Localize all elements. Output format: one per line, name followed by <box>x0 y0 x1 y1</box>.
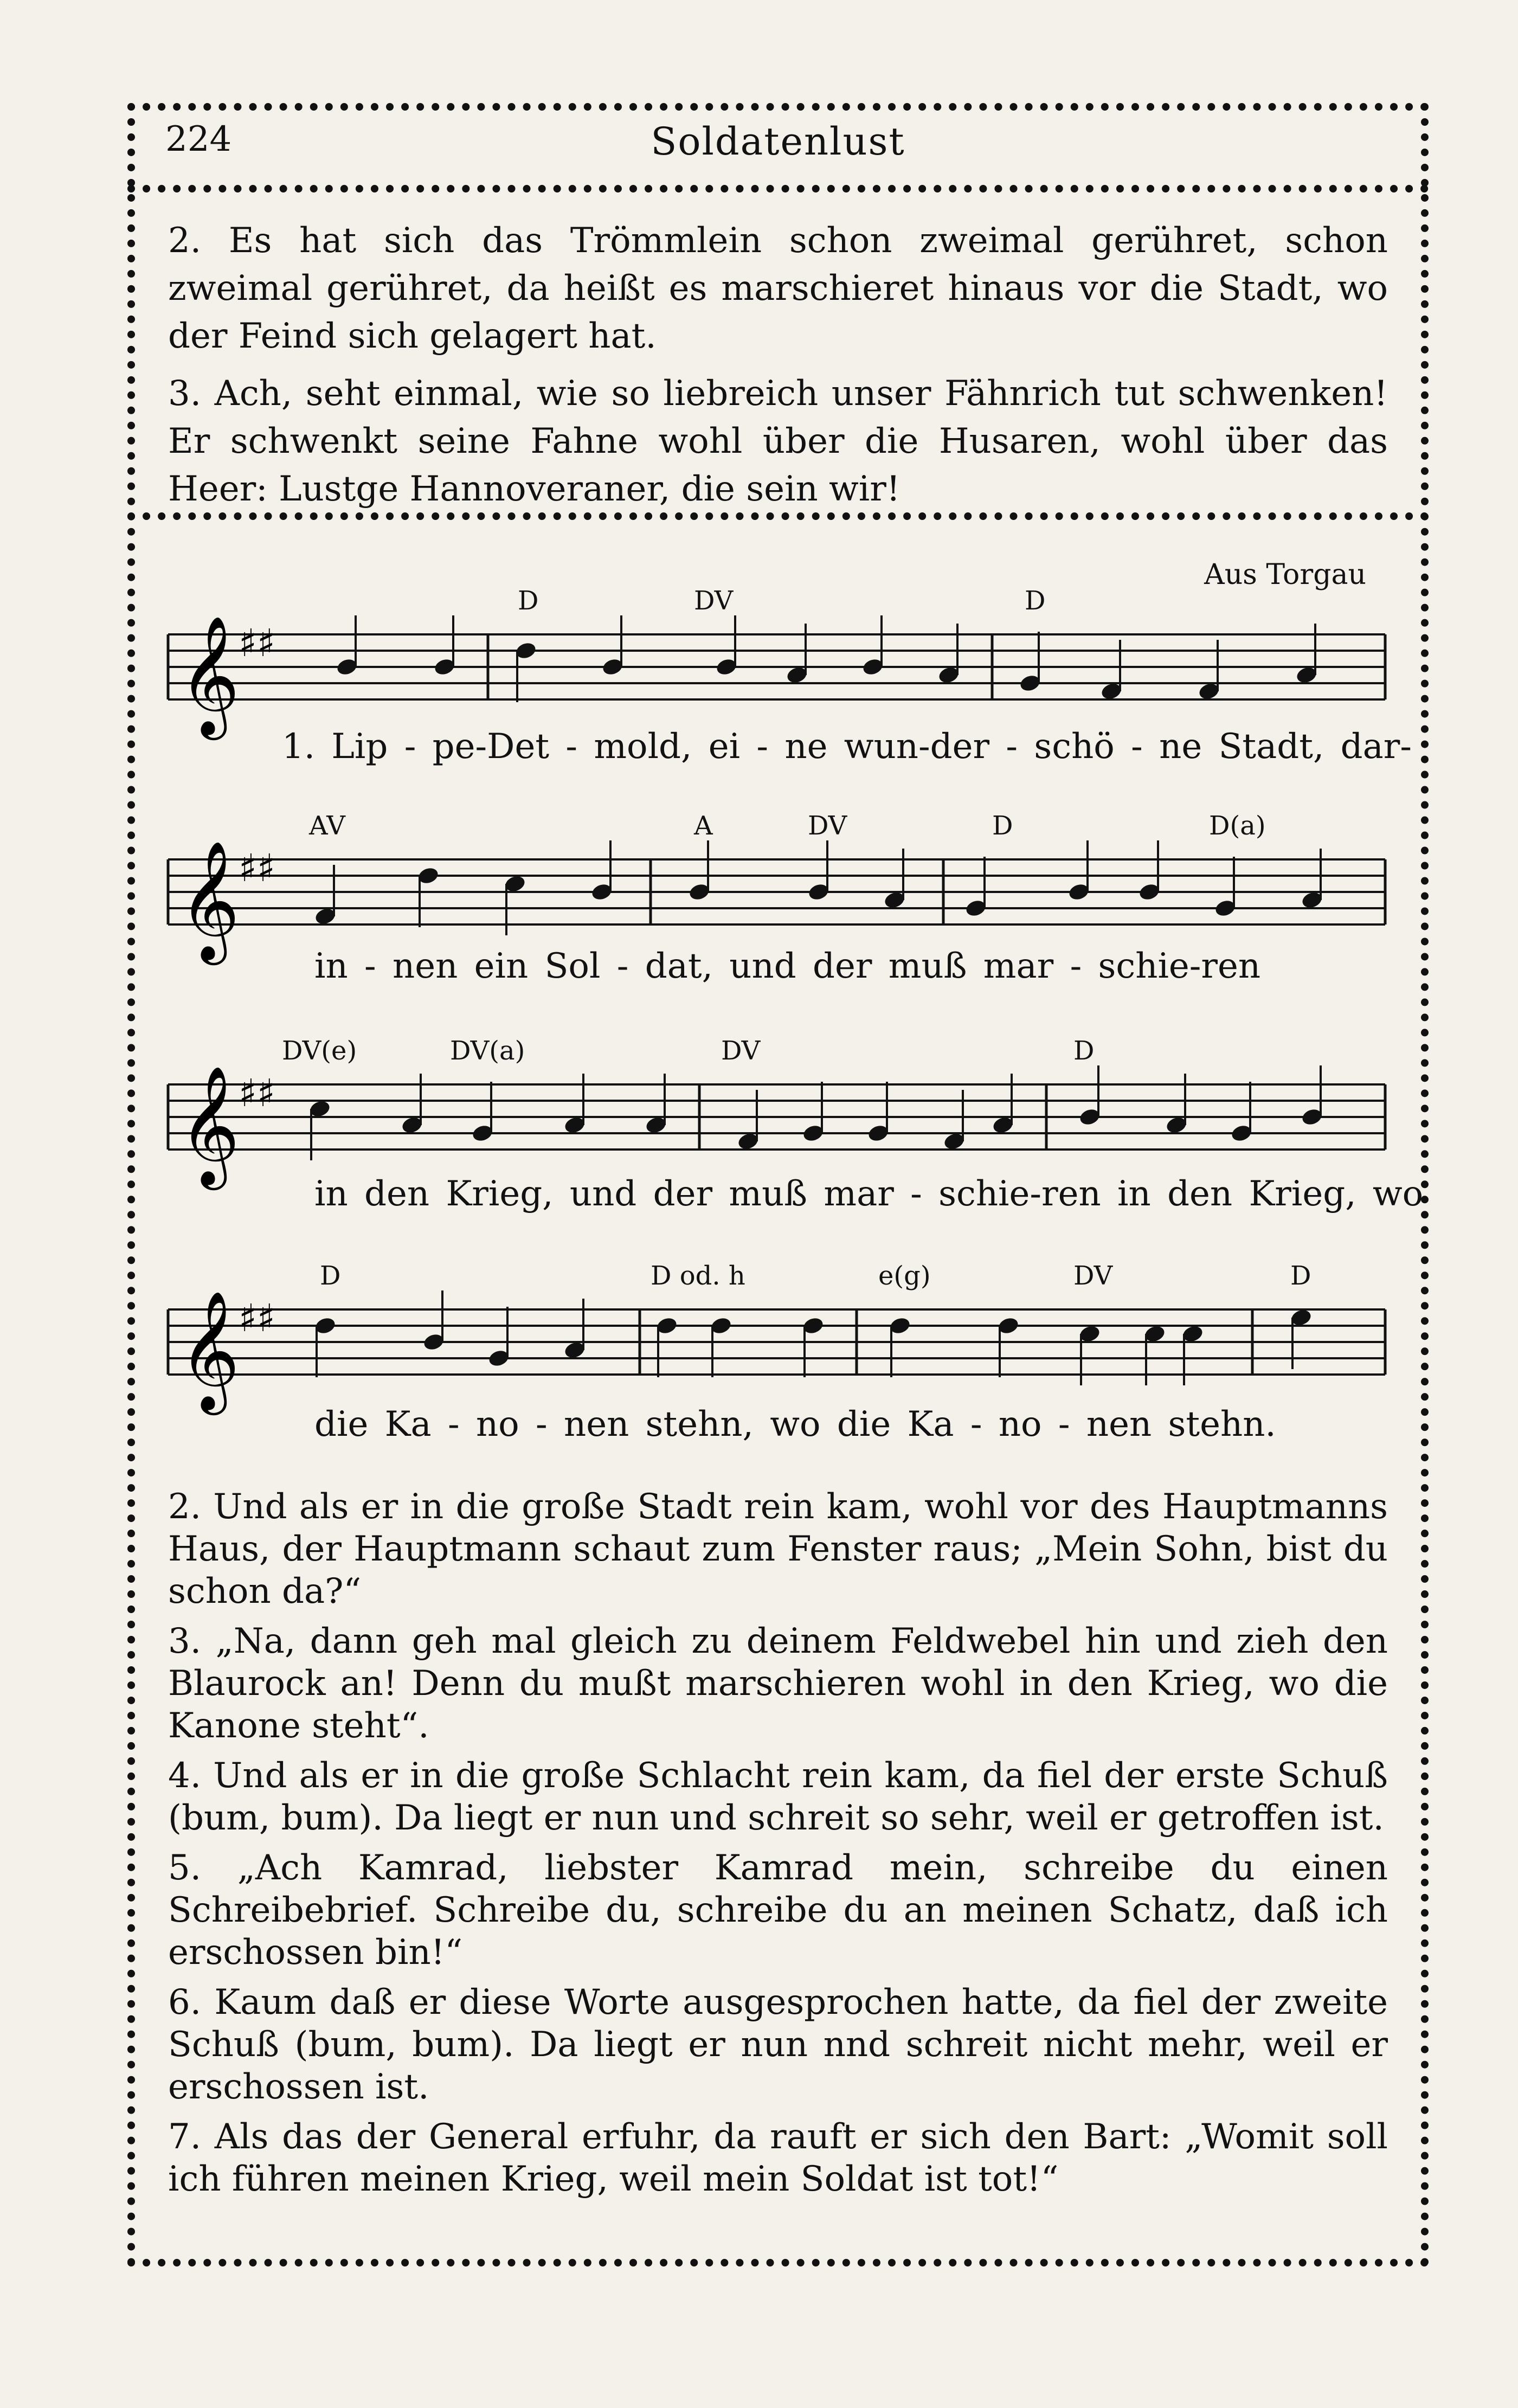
stanza: 3. Ach, seht einmal, wie so liebreich unser Fähnrich tut schwenken! Er schwenkt seine Fahne wohl über die Husaren, wohl über das Heer: Lustge Hannoveraner, die sein wir! <box>168 374 1388 509</box>
stanza: 5. „Ach Kamrad, liebster Kamrad mein, schreibe du einen Schreibebrief. Schreibe du, schreibe du an meinen Schatz, daß ich erschossen bin!“ <box>168 1848 1388 1973</box>
chord-symbol: D <box>1025 586 1046 616</box>
song-source: Aus Torgau <box>1204 558 1366 591</box>
chord-symbol: DV <box>721 1036 761 1066</box>
stanza: 6. Kaum daß er diese Worte ausgesprochen hatte, da fiel der zweite Schuß (bum, bum). Da liegt er nun nnd schreit nicht mehr, weil er erschossen ist. <box>168 1982 1388 2107</box>
treble-clef-icon: 𝄞 <box>179 1290 240 1410</box>
lyric-line: 1. Lip - pe-Det - mold, ei - ne wun-der - schö - ne Stadt, dar- <box>282 727 1412 767</box>
lyric-line: die Ka - no - nen stehn, wo die Ka - no - nen stehn. <box>314 1404 1276 1444</box>
treble-clef-icon: 𝄞 <box>179 615 240 735</box>
chord-symbol: DV <box>694 586 734 616</box>
system-4 <box>168 1290 1385 1415</box>
chord-symbol: A <box>694 811 713 841</box>
lyric-line: in - nen ein Sol - dat, und der muß mar - schie-ren <box>314 946 1261 986</box>
key-signature-icon: ♯♯ <box>239 1296 275 1340</box>
system-3 <box>168 1065 1385 1190</box>
chord-symbol: DV(e) <box>282 1036 357 1066</box>
chord-symbol: D <box>320 1261 341 1291</box>
chord-symbol: D <box>1290 1261 1311 1291</box>
chord-symbol: DV(a) <box>450 1036 525 1066</box>
page-number: 224 <box>165 119 232 159</box>
key-signature-icon: ♯♯ <box>239 846 275 890</box>
key-signature-icon: ♯♯ <box>239 1071 275 1115</box>
stanzas-bottom <box>168 1486 1388 2208</box>
chord-symbol: D <box>992 811 1013 841</box>
treble-clef-icon: 𝄞 <box>179 840 240 960</box>
chord-symbol: AV <box>309 811 345 841</box>
stanza: 4. Und als er in die große Schlacht rein kam, da fiel der erste Schuß (bum, bum). Da liegt er nun und schreit so sehr, weil er getroffen ist. <box>168 1756 1388 1838</box>
chord-symbol: DV <box>808 811 847 841</box>
chord-symbol: D <box>1073 1036 1095 1066</box>
system-1 <box>168 615 1385 740</box>
chord-symbol: DV <box>1073 1261 1113 1291</box>
chord-symbol: e(g) <box>878 1261 931 1291</box>
running-title: Soldatenlust <box>651 119 905 164</box>
stanza: 2. Es hat sich das Trömmlein schon zweimal gerühret, schon zweimal gerühret, da heißt es marschieret hinaus vor die Stadt, wo der Feind sich gelagert hat. <box>168 221 1388 356</box>
chord-symbol: D od. h <box>651 1261 745 1291</box>
chord-symbol: D <box>518 586 539 616</box>
stanza: 7. Als das der General erfuhr, da rauft er sich den Bart: „Womit soll ich führen meinen Krieg, weil mein Soldat ist tot!“ <box>168 2117 1388 2199</box>
stanza: 2. Und als er in die große Stadt rein kam, wohl vor des Hauptmanns Haus, der Hauptmann schaut zum Fenster raus; „Mein Sohn, bist du schon da?“ <box>168 1487 1388 1611</box>
lyric-line: in den Krieg, und der muß mar - schie-ren in den Krieg, wo <box>314 1174 1424 1214</box>
stanza: 3. „Na, dann geh mal gleich zu deinem Feldwebel hin und zieh den Blaurock an! Denn du mußt marschieren wohl in den Krieg, wo die Kanone steht“. <box>168 1621 1388 1746</box>
key-signature-icon: ♯♯ <box>239 621 275 665</box>
chord-symbol: D(a) <box>1209 811 1266 841</box>
treble-clef-icon: 𝄞 <box>179 1065 240 1185</box>
